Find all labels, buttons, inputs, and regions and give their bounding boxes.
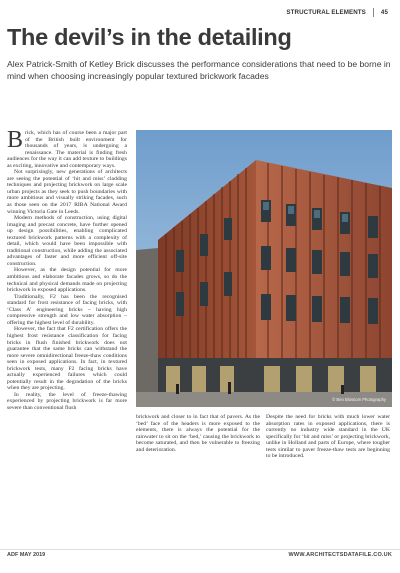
article-standfirst: Alex Patrick-Smith of Ketley Brick discusses the performance considerations that need to be borne in mind when choosing increasingly popular textured brickwork facades — [7, 59, 391, 81]
body-paragraph: However, the fact that F2 certification offers the highest frost resistance classification for facing bricks in flush finished brickwork does not guarantee that the same bricks can withstand the more severe omnidirectional freeze-thaw conditions seen in exposed applications. In fact, in textured brickwork tests, many F2 facing bricks have actually experienced failures which could potentially result in the degradation of the bricks when they are projecting. — [7, 326, 127, 392]
page-number: 45 — [380, 9, 388, 16]
website-link[interactable]: WWW.ARCHITECTSDATAFILE.CO.UK — [288, 552, 392, 558]
footer-divider — [0, 549, 400, 550]
article-headline: The devil’s in the detailing — [7, 24, 292, 50]
body-paragraph: brickwork and closer to in fact that of pavers. As the ‘bed’ face of the headers is more exposed to the elements, there is always the potential for the rainwater to sit on the ‘bed,’ causing the brickwork to become saturated, and then be vulnerable to freezing and deterioration. — [136, 414, 260, 453]
header-divider — [373, 8, 374, 17]
body-paragraph: Modern methods of construction, using digital imaging and precast concrete, have further opened up design possibilities, enabling complicated textured brickwork patterns with a complexity of detail, which would have been impossible with traditional construction, while adding the associated advantages of faster and more efficient off-site construction. — [7, 215, 127, 267]
drop-cap: B — [7, 127, 24, 153]
section-label: STRUCTURAL ELEMENTS — [286, 9, 366, 16]
body-paragraph: Traditionally, F2 has been the recognised standard for frost resistance of facing bricks, with ‘Class A’ engineering bricks – having high compressive strength and low water absorption – offering the highest level of durability. — [7, 293, 127, 326]
body-paragraph: Not surprisingly, new generations of architects are seeing the potential of ‘hit and miss’ cladding techniques and projecting brickwork on large scale urban projects as they seek to push boundaries with more ambitious and visually striking facades, such as those seen on the 2017 RIBA National Award winning Victoria Gate in Leeds. — [7, 169, 127, 215]
body-column-middle — [136, 414, 260, 453]
body-paragraph: In reality, the level of freeze-thawing experienced by projecting brickwork is far more severe than conventional flush — [7, 391, 127, 411]
photo-credit: © Ben Blossom Photography — [332, 397, 386, 402]
body-paragraph: Despite the need for bricks with much lower water absorption rates in exposed applications, there is currently no industry wide standard in the UK specifically for ‘hit and miss’ or projecting brickwork, unlike in Holland and parts of Europe, where tougher tests similar to paver freeze-thaw tests are beginning to be introduced. — [266, 414, 390, 460]
body-column-left — [7, 127, 127, 412]
building-photo — [136, 130, 392, 407]
building-illustration — [136, 130, 392, 407]
body-paragraph — [7, 127, 127, 169]
body-column-right — [266, 414, 390, 460]
body-paragraph: However, as the design potential for more ambitious and elaborate facades grows, so do the technical and physical demands made on projecting brickwork in exposed applications. — [7, 267, 127, 294]
issue-label: ADF MAY 2019 — [7, 552, 46, 558]
running-header — [286, 8, 388, 17]
paragraph-text: rick, which has of course been a major part of the British built environment for thousands of years, is undergoing a renaissance. The material is finding fresh audiences for the way it can add texture to buildings as exciting, innovative and contemporary ways. — [7, 130, 127, 169]
